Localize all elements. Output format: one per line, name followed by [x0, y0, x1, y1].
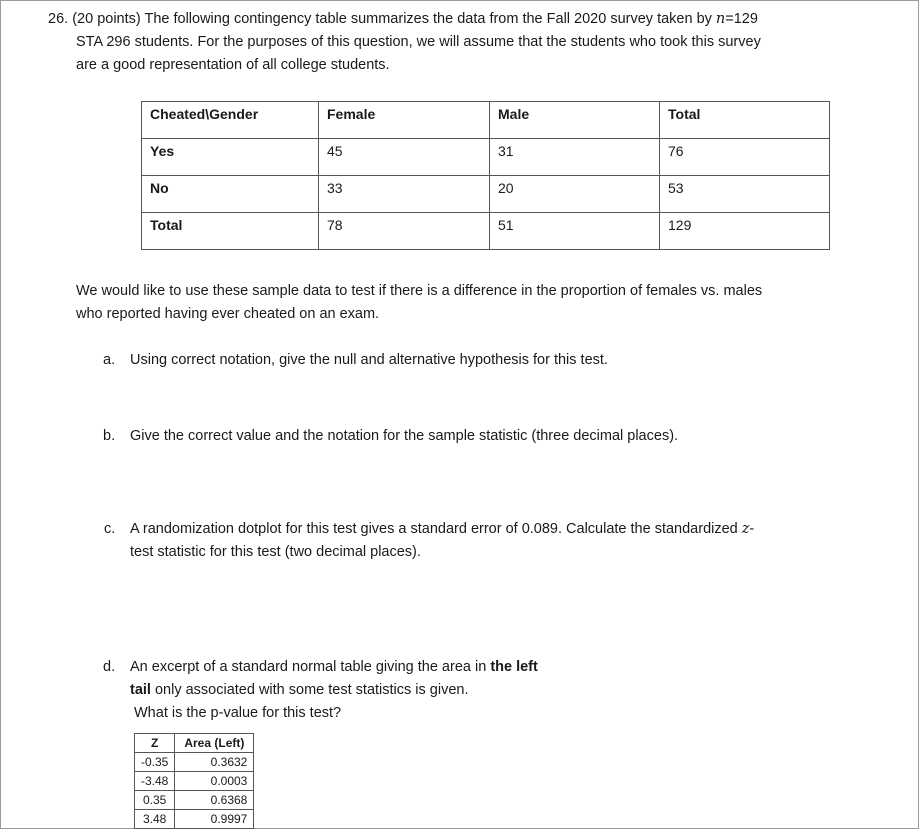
table-row — [135, 772, 254, 791]
area-header: Area (Left) — [175, 734, 254, 753]
cell-male: 31 — [490, 139, 660, 176]
area-value: 0.3632 — [175, 753, 254, 772]
contingency-header-row — [142, 102, 830, 139]
table-row — [142, 176, 830, 213]
row-label: No — [142, 176, 319, 213]
part-d-line-3: What is the p-value for this test? — [134, 705, 342, 721]
header-cheated-gender: Cheated\Gender — [142, 102, 319, 139]
intro-line-2: who reported having ever cheated on an exam. — [76, 306, 380, 322]
part-a-letter: a. — [103, 352, 116, 368]
header-total: Total — [660, 102, 830, 139]
part-d-letter: d. — [103, 659, 116, 675]
area-value: 0.6368 — [175, 791, 254, 810]
part-c-line-1 — [130, 518, 754, 540]
part-d-line-2 — [130, 679, 468, 701]
cell-total: 76 — [660, 139, 830, 176]
part-a-text: Using correct notation, give the null and alternative hypothesis for this test. — [130, 352, 608, 368]
row-label: Total — [142, 213, 319, 250]
z-header: Z — [135, 734, 175, 753]
table-row — [135, 753, 254, 772]
part-b-letter: b. — [103, 428, 116, 444]
cell-total: 129 — [660, 213, 830, 250]
z-symbol: z — [741, 521, 750, 537]
table-row — [142, 213, 830, 250]
question-intro-text: (20 points) The following contingency table summarizes the data from the Fall 2020 survey taken by — [72, 11, 716, 27]
contingency-table — [141, 101, 830, 250]
part-d-bold-left: the left — [490, 659, 538, 675]
question-number: 26. — [48, 11, 69, 27]
z-value: 3.48 — [135, 810, 175, 829]
table-row — [135, 810, 254, 829]
n-value: =129 — [725, 11, 758, 27]
area-value: 0.9997 — [175, 810, 254, 829]
question-line-1 — [48, 8, 758, 30]
question-line-3: are a good representation of all college students. — [76, 57, 390, 73]
part-c-hyphen: - — [749, 521, 755, 537]
part-d-text-2: only associated with some test statistics is given. — [150, 682, 469, 698]
z-value: -3.48 — [135, 772, 175, 791]
cell-female: 78 — [319, 213, 490, 250]
z-value: -0.35 — [135, 753, 175, 772]
z-table — [134, 733, 254, 829]
z-value: 0.35 — [135, 791, 175, 810]
intro-line-1: We would like to use these sample data to test if there is a difference in the proportion of females vs. males — [76, 283, 763, 299]
table-row — [142, 139, 830, 176]
header-male: Male — [490, 102, 660, 139]
part-b-text: Give the correct value and the notation for the sample statistic (three decimal places). — [130, 428, 679, 444]
cell-male: 20 — [490, 176, 660, 213]
part-c-line-2: test statistic for this test (two decimal places). — [130, 544, 421, 560]
cell-female: 33 — [319, 176, 490, 213]
part-c-text: A randomization dotplot for this test gives a standard error of 0.089. Calculate the standardized — [130, 521, 742, 537]
z-table-header-row — [135, 734, 254, 753]
cell-female: 45 — [319, 139, 490, 176]
cell-total: 53 — [660, 176, 830, 213]
question-line-2: STA 296 students. For the purposes of this question, we will assume that the students who took this survey — [76, 34, 761, 50]
n-symbol: n — [715, 11, 726, 27]
header-female: Female — [319, 102, 490, 139]
area-value: 0.0003 — [175, 772, 254, 791]
table-row — [135, 791, 254, 810]
cell-male: 51 — [490, 213, 660, 250]
part-d-text: An excerpt of a standard normal table giving the area in — [130, 659, 491, 675]
part-c-letter: c. — [104, 521, 116, 537]
part-d-line-1 — [130, 656, 538, 678]
part-d-bold-tail: tail — [130, 682, 151, 698]
row-label: Yes — [142, 139, 319, 176]
